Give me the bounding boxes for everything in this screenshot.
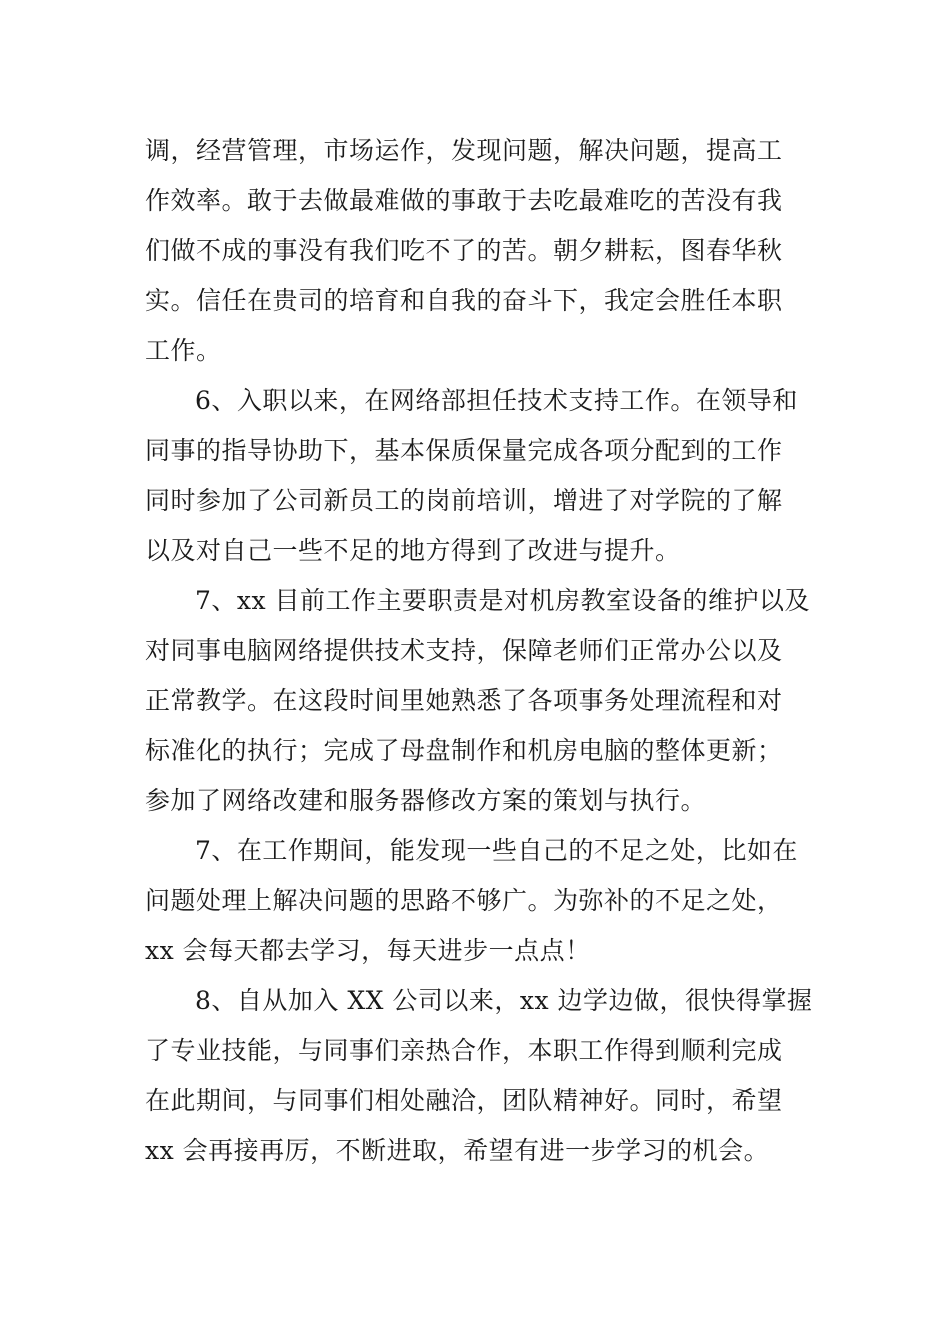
text-line: 正常教学。在这段时间里她熟悉了各项事务处理流程和对 bbox=[145, 686, 783, 715]
text-line: 以及对自己一些不足的地方得到了改进与提升。 bbox=[145, 536, 681, 565]
paragraph-item-7b bbox=[145, 826, 825, 976]
text-line: xx 会再接再厉，不断进取，希望有进一步学习的机会。 bbox=[145, 1136, 770, 1165]
text-line: 工作。 bbox=[145, 336, 222, 365]
paragraph-item-6 bbox=[145, 376, 825, 576]
text-line: 7、在工作期间，能发现一些自己的不足之处，比如在 bbox=[195, 836, 798, 865]
text-line: 问题处理上解决问题的思路不够广。为弥补的不足之处， bbox=[145, 886, 783, 915]
text-line: 参加了网络改建和服务器修改方案的策划与执行。 bbox=[145, 786, 707, 815]
text-line: 标准化的执行；完成了母盘制作和机房电脑的整体更新； bbox=[145, 736, 783, 765]
text-line: 6、入职以来，在网络部担任技术支持工作。在领导和 bbox=[195, 386, 798, 415]
text-line: 了专业技能，与同事们亲热合作，本职工作得到顺利完成 bbox=[145, 1036, 783, 1065]
paragraph-item-7a bbox=[145, 576, 825, 826]
paragraph-continuation bbox=[145, 126, 825, 376]
text-line: 同事的指导协助下，基本保质保量完成各项分配到的工作 bbox=[145, 436, 783, 465]
text-line: 们做不成的事没有我们吃不了的苦。朝夕耕耘，图春华秋 bbox=[145, 236, 783, 265]
text-line: 作效率。敢于去做最难做的事敢于去吃最难吃的苦没有我 bbox=[145, 186, 783, 215]
text-line: 对同事电脑网络提供技术支持，保障老师们正常办公以及 bbox=[145, 636, 783, 665]
text-line: 7、xx 目前工作主要职责是对机房教室设备的维护以及 bbox=[195, 586, 811, 615]
text-line: 8、自从加入 XX 公司以来，xx 边学边做，很快得掌握 bbox=[195, 986, 813, 1015]
text-line: 同时参加了公司新员工的岗前培训，增进了对学院的了解 bbox=[145, 486, 783, 515]
text-line: 在此期间，与同事们相处融洽，团队精神好。同时，希望 bbox=[145, 1086, 783, 1115]
text-line: xx 会每天都去学习，每天进步一点点！ bbox=[145, 936, 591, 965]
text-line: 实。信任在贵司的培育和自我的奋斗下，我定会胜任本职 bbox=[145, 286, 783, 315]
text-line: 调，经营管理，市场运作，发现问题，解决问题，提高工 bbox=[145, 136, 783, 165]
document-body bbox=[145, 126, 825, 1176]
paragraph-item-8 bbox=[145, 976, 825, 1176]
